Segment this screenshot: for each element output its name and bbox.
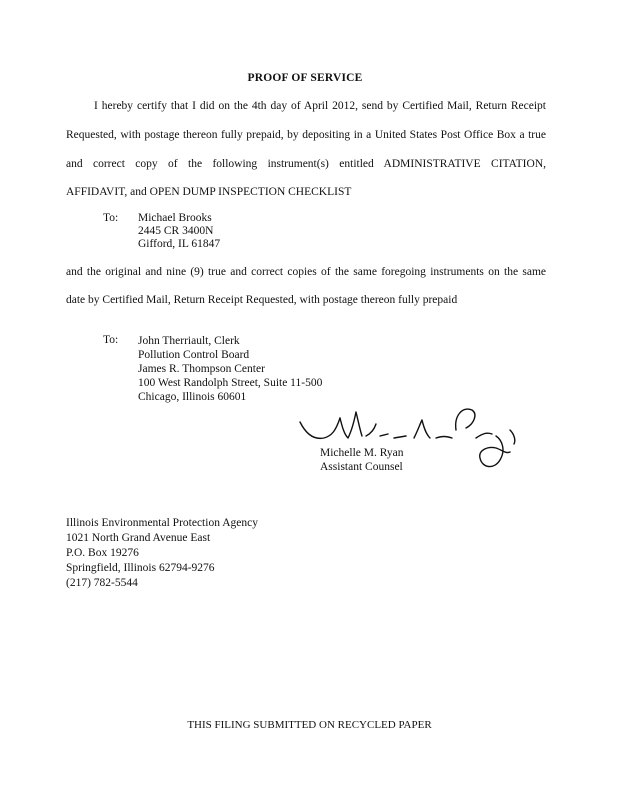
recycled-paper-footer: THIS FILING SUBMITTED ON RECYCLED PAPER xyxy=(187,719,432,731)
address-line: Michael Brooks xyxy=(138,212,212,224)
address-line: 100 West Randolph Street, Suite 11-500 xyxy=(138,377,323,389)
original-line-2: date by Certified Mail, Return Receipt Requested, with postage thereon fully prepaid xyxy=(66,294,458,306)
agency-block xyxy=(66,516,258,591)
signer-name: Michelle M. Ryan xyxy=(320,447,404,459)
agency-line: Springfield, Illinois 62794-9276 xyxy=(66,562,215,574)
address-line: Gifford, IL 61847 xyxy=(138,238,221,250)
certification-line-1: I hereby certify that I did on the 4th day of April 2012, send by Certified Mail, Return Receipt xyxy=(94,100,546,112)
recipient1-address xyxy=(138,212,220,251)
original-line-1: and the original and nine (9) true and correct copies of the same foregoing instruments on the same xyxy=(66,266,546,278)
address-line: Pollution Control Board xyxy=(138,349,250,361)
address-line: John Therriault, Clerk xyxy=(138,335,240,347)
address-line: 2445 CR 3400N xyxy=(138,225,214,237)
agency-line: Illinois Environmental Protection Agency xyxy=(66,517,258,529)
recipient2-label: To: xyxy=(103,334,119,346)
address-line: Chicago, Illinois 60601 xyxy=(138,391,247,403)
certification-line-2: Requested, with postage thereon fully prepaid, by depositing in a United States Post Office Box a true xyxy=(66,129,546,141)
signer-block xyxy=(320,446,404,474)
recipient2-address xyxy=(138,334,322,404)
agency-line: 1021 North Grand Avenue East xyxy=(66,532,211,544)
agency-line: P.O. Box 19276 xyxy=(66,547,139,559)
certification-line-3: and correct copy of the following instrument(s) entitled ADMINISTRATIVE CITATION, xyxy=(66,158,546,170)
address-line: James R. Thompson Center xyxy=(138,363,265,375)
certification-line-4: AFFIDAVIT, and OPEN DUMP INSPECTION CHECKLIST xyxy=(66,186,352,198)
signer-title: Assistant Counsel xyxy=(320,461,403,473)
document-title: PROOF OF SERVICE xyxy=(247,72,363,84)
agency-line: (217) 782-5544 xyxy=(66,577,138,589)
recipient1-label: To: xyxy=(103,212,119,224)
